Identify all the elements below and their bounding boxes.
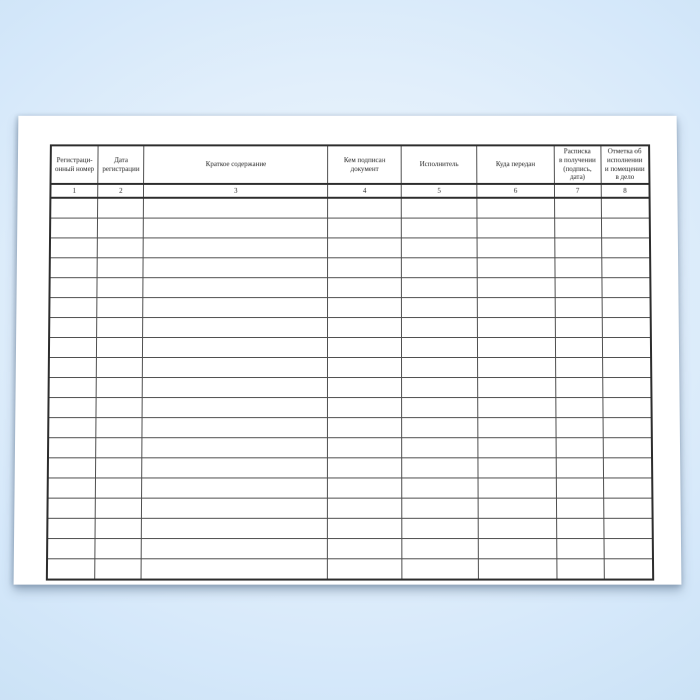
- empty-cell: [49, 378, 97, 398]
- empty-cell: [96, 418, 143, 438]
- empty-cell: [143, 298, 328, 318]
- empty-cell: [48, 418, 96, 438]
- empty-cell: [48, 438, 96, 458]
- column-header-transferred-to: Куда передан: [477, 145, 554, 184]
- empty-cell: [144, 198, 328, 218]
- table-row: [50, 238, 650, 258]
- empty-cell: [477, 278, 555, 298]
- empty-cell: [48, 458, 96, 478]
- empty-cell: [402, 357, 478, 377]
- empty-cell: [604, 518, 653, 538]
- table-body: [47, 198, 653, 580]
- empty-cell: [402, 498, 478, 518]
- table-row: [48, 398, 651, 418]
- empty-cell: [328, 478, 402, 498]
- table-row: [50, 218, 650, 238]
- empty-cell: [49, 338, 97, 358]
- empty-cell: [478, 438, 556, 458]
- empty-cell: [95, 539, 142, 559]
- empty-cell: [402, 298, 478, 318]
- empty-cell: [142, 438, 327, 458]
- empty-cell: [478, 518, 556, 538]
- empty-cell: [49, 357, 97, 377]
- empty-cell: [328, 198, 402, 218]
- empty-cell: [96, 458, 143, 478]
- empty-cell: [328, 418, 402, 438]
- empty-cell: [602, 357, 651, 377]
- empty-cell: [402, 278, 478, 298]
- empty-cell: [328, 357, 402, 377]
- empty-cell: [556, 438, 603, 458]
- empty-cell: [601, 218, 650, 238]
- empty-cell: [556, 418, 603, 438]
- empty-cell: [47, 498, 95, 518]
- empty-cell: [603, 458, 652, 478]
- empty-cell: [142, 498, 328, 518]
- column-number: 4: [328, 184, 402, 198]
- empty-cell: [96, 438, 143, 458]
- empty-cell: [143, 378, 328, 398]
- empty-cell: [49, 298, 97, 318]
- empty-cell: [478, 418, 556, 438]
- empty-cell: [328, 518, 402, 538]
- empty-cell: [603, 498, 652, 518]
- column-number: 1: [50, 184, 97, 198]
- empty-cell: [402, 418, 478, 438]
- table-row: [47, 498, 652, 518]
- table-header: [50, 145, 649, 197]
- empty-cell: [402, 518, 478, 538]
- empty-cell: [50, 258, 98, 278]
- empty-cell: [95, 478, 142, 498]
- empty-cell: [478, 338, 556, 358]
- empty-cell: [328, 539, 403, 559]
- empty-cell: [142, 539, 328, 559]
- empty-cell: [142, 398, 327, 418]
- table-row: [50, 198, 650, 218]
- empty-cell: [556, 539, 603, 559]
- table-row: [49, 298, 650, 318]
- column-number: 5: [401, 184, 477, 198]
- empty-cell: [328, 218, 402, 238]
- empty-cell: [402, 238, 478, 258]
- empty-cell: [97, 318, 143, 338]
- empty-cell: [96, 378, 143, 398]
- column-header-summary: Краткое содержание: [144, 145, 328, 184]
- empty-cell: [402, 458, 478, 478]
- empty-cell: [604, 539, 653, 559]
- empty-cell: [603, 398, 652, 418]
- empty-cell: [47, 518, 95, 538]
- empty-cell: [601, 258, 650, 278]
- empty-cell: [402, 478, 478, 498]
- empty-cell: [50, 238, 98, 258]
- empty-cell: [477, 198, 554, 218]
- empty-cell: [402, 218, 478, 238]
- table-row: [47, 559, 653, 580]
- column-number-row: [50, 184, 649, 198]
- empty-cell: [328, 438, 402, 458]
- column-header-registration-number: Регистраци- онный номер: [51, 145, 99, 184]
- empty-cell: [402, 338, 478, 358]
- empty-cell: [555, 298, 602, 318]
- empty-cell: [98, 198, 144, 218]
- empty-cell: [50, 218, 98, 238]
- empty-cell: [555, 238, 602, 258]
- empty-cell: [141, 559, 327, 580]
- empty-cell: [478, 378, 556, 398]
- empty-cell: [602, 318, 651, 338]
- empty-cell: [95, 559, 142, 580]
- empty-cell: [47, 559, 95, 580]
- empty-cell: [478, 559, 556, 580]
- empty-cell: [602, 298, 651, 318]
- empty-cell: [477, 318, 555, 338]
- empty-cell: [555, 318, 602, 338]
- table-row: [49, 338, 651, 358]
- empty-cell: [96, 338, 142, 358]
- column-number: 7: [554, 184, 601, 198]
- empty-cell: [601, 198, 650, 218]
- empty-cell: [328, 338, 402, 358]
- empty-cell: [402, 398, 478, 418]
- empty-cell: [143, 258, 327, 278]
- empty-cell: [142, 478, 328, 498]
- empty-cell: [97, 298, 143, 318]
- table-row: [49, 357, 652, 377]
- empty-cell: [328, 258, 402, 278]
- empty-cell: [556, 478, 603, 498]
- table-row: [49, 318, 651, 338]
- empty-cell: [556, 458, 603, 478]
- empty-cell: [402, 438, 478, 458]
- empty-cell: [328, 398, 402, 418]
- empty-cell: [604, 559, 653, 580]
- empty-cell: [328, 238, 402, 258]
- empty-cell: [328, 498, 402, 518]
- empty-cell: [555, 338, 602, 358]
- empty-cell: [143, 238, 327, 258]
- empty-cell: [555, 378, 602, 398]
- empty-cell: [328, 559, 403, 580]
- empty-cell: [328, 278, 402, 298]
- empty-cell: [556, 498, 603, 518]
- empty-cell: [556, 398, 603, 418]
- empty-cell: [95, 498, 142, 518]
- empty-cell: [97, 218, 143, 238]
- column-header-executor: Исполнитель: [401, 145, 477, 184]
- empty-cell: [478, 539, 556, 559]
- empty-cell: [142, 518, 328, 538]
- empty-cell: [555, 258, 602, 278]
- column-header-signed-by: Кем подписан документ: [328, 145, 402, 184]
- empty-cell: [555, 357, 602, 377]
- table-row: [50, 258, 651, 278]
- empty-cell: [142, 458, 328, 478]
- empty-cell: [143, 278, 328, 298]
- column-number: 6: [477, 184, 554, 198]
- table-row: [48, 458, 652, 478]
- empty-cell: [50, 198, 98, 218]
- empty-cell: [401, 198, 477, 218]
- empty-cell: [402, 559, 478, 580]
- empty-cell: [96, 398, 143, 418]
- empty-cell: [602, 378, 651, 398]
- empty-cell: [603, 418, 652, 438]
- registration-journal-table: [46, 144, 654, 580]
- empty-cell: [601, 238, 650, 258]
- empty-cell: [143, 318, 328, 338]
- table-row: [48, 478, 653, 498]
- empty-cell: [143, 357, 328, 377]
- empty-cell: [328, 378, 402, 398]
- empty-cell: [48, 478, 96, 498]
- empty-cell: [144, 218, 328, 238]
- table-header-row: [51, 145, 650, 184]
- empty-cell: [328, 458, 402, 478]
- empty-cell: [554, 198, 601, 218]
- empty-cell: [143, 338, 328, 358]
- empty-cell: [477, 298, 555, 318]
- empty-cell: [96, 357, 143, 377]
- table-row: [47, 539, 653, 559]
- paper-sheet: [14, 116, 682, 585]
- empty-cell: [49, 278, 97, 298]
- empty-cell: [402, 378, 478, 398]
- empty-cell: [97, 258, 143, 278]
- empty-cell: [478, 357, 556, 377]
- column-number: 8: [601, 184, 650, 198]
- column-number: 2: [98, 184, 144, 198]
- empty-cell: [142, 418, 327, 438]
- empty-cell: [556, 518, 603, 538]
- table-row: [48, 418, 652, 438]
- empty-cell: [477, 238, 555, 258]
- empty-cell: [95, 518, 142, 538]
- empty-cell: [478, 478, 556, 498]
- table-row: [49, 378, 652, 398]
- empty-cell: [49, 318, 97, 338]
- empty-cell: [478, 398, 556, 418]
- column-header-execution-note: Отметка об исполнении и помещении в дело: [601, 145, 650, 184]
- table-row: [48, 438, 652, 458]
- empty-cell: [47, 539, 95, 559]
- empty-cell: [602, 338, 651, 358]
- empty-cell: [328, 318, 402, 338]
- empty-cell: [557, 559, 604, 580]
- table-row: [49, 278, 650, 298]
- empty-cell: [48, 398, 96, 418]
- empty-cell: [97, 278, 143, 298]
- table-row: [47, 518, 653, 538]
- empty-cell: [603, 438, 652, 458]
- empty-cell: [477, 218, 554, 238]
- empty-cell: [478, 498, 556, 518]
- empty-cell: [328, 298, 402, 318]
- empty-cell: [603, 478, 652, 498]
- empty-cell: [478, 458, 556, 478]
- empty-cell: [555, 278, 602, 298]
- column-number: 3: [144, 184, 328, 198]
- empty-cell: [402, 539, 478, 559]
- empty-cell: [402, 318, 478, 338]
- column-header-receipt: Расписка в получении (подпись, дата): [554, 145, 601, 184]
- empty-cell: [554, 218, 601, 238]
- empty-cell: [477, 258, 555, 278]
- empty-cell: [97, 238, 143, 258]
- empty-cell: [602, 278, 651, 298]
- empty-cell: [402, 258, 478, 278]
- column-header-registration-date: Дата регистрации: [98, 145, 144, 184]
